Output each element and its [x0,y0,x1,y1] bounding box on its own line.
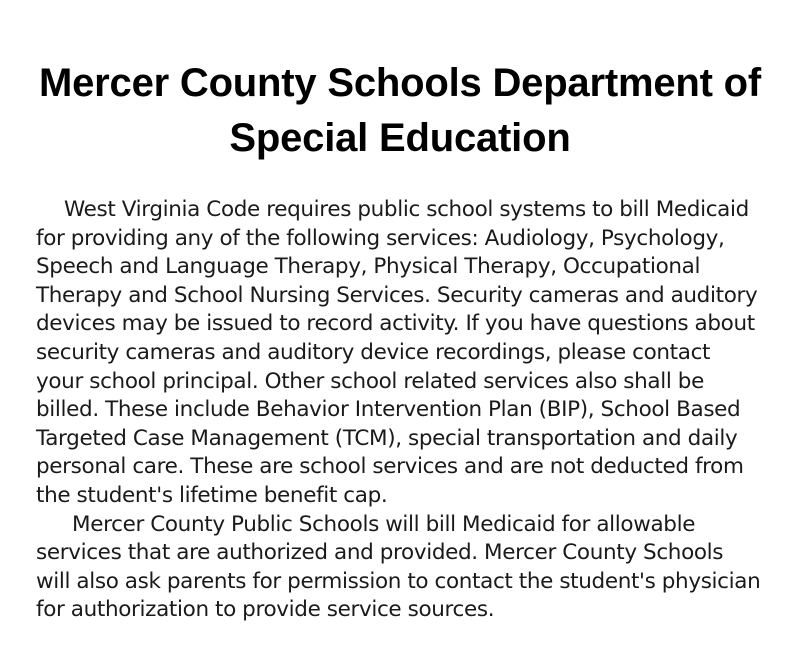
document-body [36,196,762,625]
body-paragraph: West Virginia Code requires public school systems to bill Medicaid for providing any of the following services: Audiology, Psychology, Speech and Language Therapy, Physical Therapy, Occupational Therapy and School Nursing Services. Security cameras and auditory devices may be issued to record activity. If you have questions about security cameras and auditory device recordings, please contact your school principal. Other school related services also shall be billed. These include Behavior Intervention Plan (BIP), School Based Targeted Case Management (TCM), special transportation and daily personal care. These are school services and are not deducted from the student's lifetime benefit cap. [36,197,758,508]
page-title: Mercer County Schools Department of Special Education [38,61,761,160]
body-paragraph: Mercer County Public Schools will bill Medicaid for allowable services that are authorized and provided. Mercer County Schools will also ask parents for permission to contact the student's physician for authorization to provide service sources. [36,511,761,623]
